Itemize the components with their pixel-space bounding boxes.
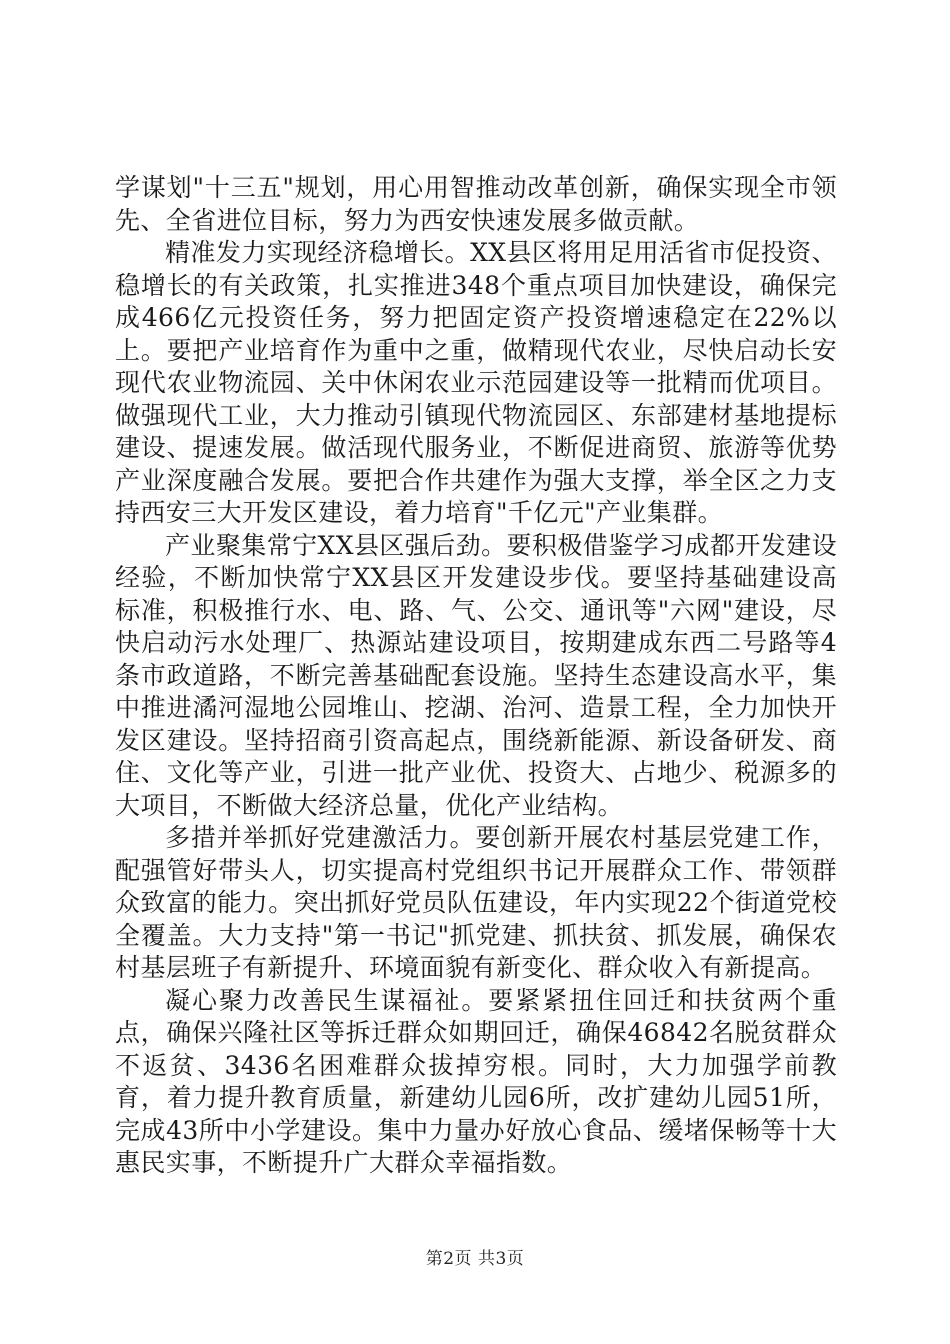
paragraph-livelihood: 凝心聚力改善民生谋福祉。要紧紧扭住回迁和扶贫两个重点，确保兴隆社区等拆迁群众如期回迁，确保46842名脱贫群众不返贫、3436名困难群众拔掉穷根。同时，大力加强学前教育，着力提升教育质量，新建幼儿园6所，改扩建幼儿园51所，完成43所中小学建设。集中力量办好放心食品、缓堵保畅等十大惠民实事，不断提升广大群众幸福指数。 bbox=[115, 985, 837, 1177]
paragraph-industry-cluster: 产业聚集常宁XX县区强后劲。要积极借鉴学习成都开发建设经验，不断加快常宁XX县区开发建设步伐。要坚持基础建设高标准，积极推行水、电、路、气、公交、通讯等"六网"建设，尽快启动污水处理厂、热源站建设项目，按期建成东西二号路等4条市政道路，不断完善基础配套设施。坚持生态建设高水平，集中推进潏河湿地公园堆山、挖湖、治河、造景工程，全力加快开发区建设。坚持招商引资高起点，围绕新能源、新设备研发、商住、文化等产业，引进一批产业优、投资大、占地少、税源多的大项目，不断做大经济总量，优化产业结构。 bbox=[115, 530, 837, 820]
paragraph-continuation: 学谋划"十三五"规划，用心用智推动改革创新，确保实现全市领先、全省进位目标，努力为西安快速发展多做贡献。 bbox=[115, 173, 837, 235]
paragraph-economic-growth: 精准发力实现经济稳增长。XX县区将用足用活省市促投资、稳增长的有关政策，扎实推进348个重点项目加快建设，确保完成466亿元投资任务，努力把固定资产投资增速稳定在22%以上。要把产业培育作为重中之重，做精现代农业，尽快启动长安现代农业物流园、关中休闲农业示范园建设等一批精而优项目。做强现代工业，大力推动引镇现代物流园区、东部建材基地提标建设、提速发展。做活现代服务业，不断促进商贸、旅游等优势产业深度融合发展。要把合作共建作为强大支撑，举全区之力支持西安三大开发区建设，着力培育"千亿元"产业集群。 bbox=[115, 238, 837, 527]
page-number-footer: 第2页 共3页 bbox=[425, 1249, 525, 1269]
document-body bbox=[115, 172, 837, 1180]
paragraph-party-building: 多措并举抓好党建激活力。要创新开展农村基层党建工作，配强管好带头人，切实提高村党组织书记开展群众工作、带领群众致富的能力。突出抓好党员队伍建设，年内实现22个街道党校全覆盖。大力支持"第一书记"抓党建、抓扶贫、抓发展，确保农村基层班子有新提升、环境面貌有新变化、群众收入有新提高。 bbox=[115, 823, 837, 982]
